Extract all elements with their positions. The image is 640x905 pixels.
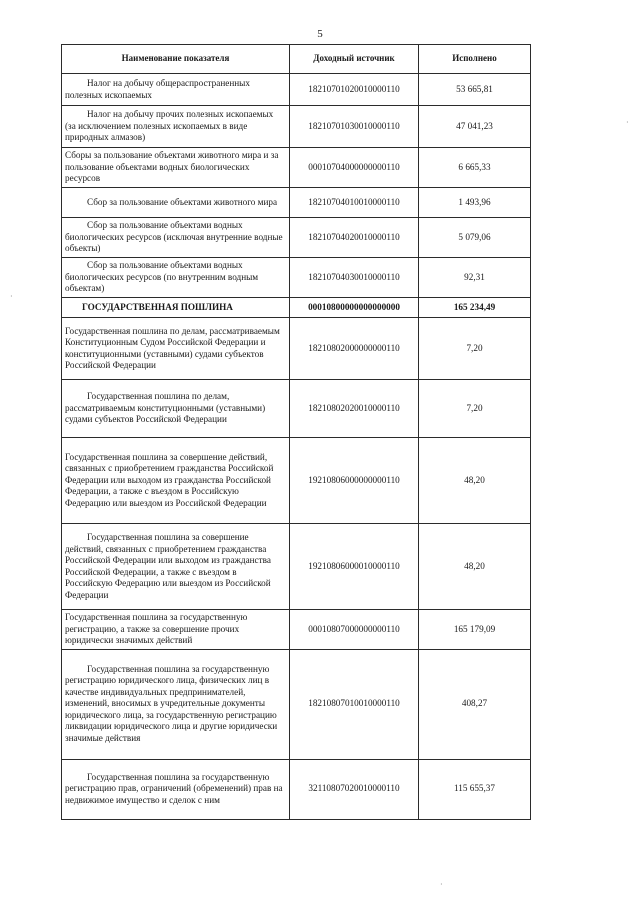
table-row: [62, 380, 531, 438]
section-value: 165 234,49: [419, 298, 531, 318]
header-value: Исполнено: [419, 45, 531, 74]
row-value: 5 079,06: [419, 218, 531, 258]
scan-mark: ·: [10, 292, 13, 301]
row-name: Сборы за пользование объектами животного мира и за пользование объектами водных биологических ресурсов: [62, 148, 290, 188]
scan-mark: ·: [440, 880, 443, 889]
revenue-table: [61, 44, 531, 820]
page-number: 5: [317, 28, 323, 40]
table-header-row: [62, 45, 531, 74]
table-row: [62, 218, 531, 258]
table-row: [62, 188, 531, 218]
row-value: 165 179,09: [419, 610, 531, 650]
row-name: Сбор за пользование объектами водных биологических ресурсов (по внутренним водным объектам): [62, 258, 290, 298]
row-name: Сбор за пользование объектами животного мира: [62, 188, 290, 218]
table-row: [62, 148, 531, 188]
table-row: [62, 524, 531, 610]
row-code: 18210704020010000110: [290, 218, 419, 258]
table-row: [62, 438, 531, 524]
header-code: Доходный источник: [290, 45, 419, 74]
table-row: [62, 258, 531, 298]
scan-mark: ·: [626, 118, 629, 127]
row-name: Государственная пошлина за государственную регистрацию, а также за совершение прочих юридически значимых действий: [62, 610, 290, 650]
row-value: 408,27: [419, 649, 531, 759]
row-value: 1 493,96: [419, 188, 531, 218]
row-value: 48,20: [419, 438, 531, 524]
row-value: 7,20: [419, 380, 531, 438]
section-code: 00010800000000000000: [290, 298, 419, 318]
row-code: 18210704010010000110: [290, 188, 419, 218]
row-code: 18210802020010000110: [290, 380, 419, 438]
row-code: 18210802000000000110: [290, 318, 419, 380]
row-name: Государственная пошлина за государственную регистрацию юридического лица, физических лиц в качестве индивидуальных предпринимателей, изменений, вносимых в учредительные документы юридического лица, за государственную регистрацию ликвидации юридического лица и другие юридически значимые действия: [62, 649, 290, 759]
row-value: 6 665,33: [419, 148, 531, 188]
row-code: 18210701030010000110: [290, 106, 419, 148]
row-code: 00010704000000000110: [290, 148, 419, 188]
row-code: 32110807020010000110: [290, 759, 419, 819]
row-name: Государственная пошлина за государственную регистрацию прав, ограничений (обременений) прав на недвижимое имущество и сделок с ним: [62, 759, 290, 819]
row-name: Налог на добычу прочих полезных ископаемых (за исключением полезных ископаемых в виде природных алмазов): [62, 106, 290, 148]
row-name: Государственная пошлина по делам, рассматриваемым конституционными (уставными) судами субъектов Российской Федерации: [62, 380, 290, 438]
section-name: ГОСУДАРСТВЕННАЯ ПОШЛИНА: [62, 298, 290, 318]
row-value: 92,31: [419, 258, 531, 298]
row-code: 19210806000000000110: [290, 438, 419, 524]
row-code: 18210704030010000110: [290, 258, 419, 298]
table-row: [62, 106, 531, 148]
row-value: 47 041,23: [419, 106, 531, 148]
row-code: 19210806000010000110: [290, 524, 419, 610]
table-row-section: [62, 298, 531, 318]
row-value: 7,20: [419, 318, 531, 380]
row-value: 115 655,37: [419, 759, 531, 819]
row-name: Государственная пошлина за совершение действий, связанных с приобретением гражданства Российской Федерации или выходом из гражданства Российской Федерации, а также с въездом в Российскую Федерацию или выездом из Российской Федерации: [62, 438, 290, 524]
table-row: [62, 649, 531, 759]
table-row: [62, 610, 531, 650]
row-code: 18210701020010000110: [290, 74, 419, 106]
row-code: 00010807000000000110: [290, 610, 419, 650]
header-name: Наименование показателя: [62, 45, 290, 74]
table-row: [62, 318, 531, 380]
row-value: 48,20: [419, 524, 531, 610]
row-name: Налог на добычу общераспространенных полезных ископаемых: [62, 74, 290, 106]
row-name: Государственная пошлина за совершение действий, связанных с приобретением гражданства Российской Федерации или выходом из гражданства Российской Федерации, а также с въездом в Российскую Федерацию или выездом из Российской Федерации: [62, 524, 290, 610]
table-row: [62, 74, 531, 106]
row-name: Сбор за пользование объектами водных биологических ресурсов (исключая внутренние водные объекты): [62, 218, 290, 258]
row-value: 53 665,81: [419, 74, 531, 106]
row-name: Государственная пошлина по делам, рассматриваемым Конституционным Судом Российской Федерации и конституционными (уставными) судами субъектов Российской Федерации: [62, 318, 290, 380]
row-code: 18210807010010000110: [290, 649, 419, 759]
table-row: [62, 759, 531, 819]
